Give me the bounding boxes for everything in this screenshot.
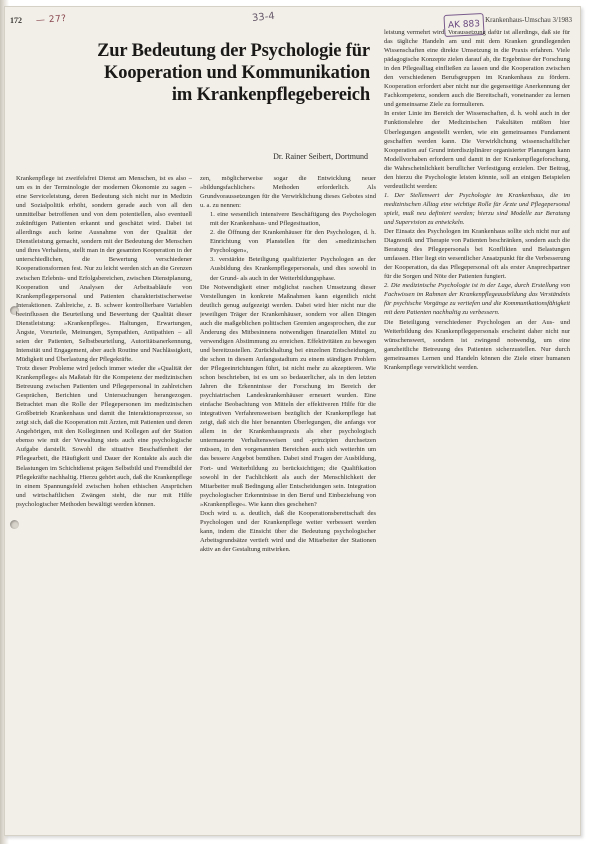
numbered-list: [200, 210, 376, 282]
handwritten-note: — 27?: [35, 13, 67, 27]
paragraph: Der Einsatz des Psychologen im Krankenhaus sollte sich nicht nur auf Diagnostik und Therapie von Patienten beschränken, sondern auch die Beratung des Pflegepersonals bei Konflikten und Belastungen umfassen. Hier liegt ein wesentlicher Ansatzpunkt für die Verbesserung der Kooperation, da das Pflegepersonal oft als erster Ansprechpartner für die Sorgen und Nöte der Patienten fungiert.: [384, 228, 570, 281]
title-line-1: Zur Bedeutung der Psychologie für: [97, 41, 370, 61]
list-item: 3. verstärkte Beteiligung qualifizierter Psychologen an der Ausbildung des Krankenpflegepersonals, und dies sowohl in der Grund- als auch in der Weiterbildungsphase.: [210, 256, 376, 282]
list-item: 2. die Öffnung der Krankenhäuser für den Psychologen, d. h. Einrichtung von Planstellen für den »medizinischen Psychologen«,: [210, 229, 376, 255]
page-header: [10, 10, 572, 28]
text-column-2: [200, 174, 376, 834]
journal-info: Krankenhaus-Umschau 3/1983: [485, 16, 572, 24]
paragraph-italic: 1. Der Stellenwert der Psychologie im Krankenhaus, die im medizinischen Alltag eine wichtige Rolle für Ärzte und Pflegepersonal spielt, muß neu definiert werden; hierzu sind Modelle zur Beratung und Supervision zu entwickeln.: [384, 191, 570, 226]
paragraph: Trotz dieser Probleme wird jedoch immer wieder die »Qualität der Krankenpflege« als Maßstab für die Kompetenz der medizinischen Betreuung zwischen Patienten und Pflegepersonal in zahlreichen Gesprächen, Berichten und Untersuchungen herangezogen. Betrachtet man die Rolle der Pflegepersonen im medizinischen Großbetrieb Krankenhaus und damit die Interaktionsprozesse, so zeigt sich, daß die Kooperation mit Ärzten, mit Patienten und deren Angehörigen, mit den Kolleginnen und Kollegen auf der Station ebenso wie mit der Verwaltung stets auch eine psychologische Aufgabe darstellt. Sowohl die situative Beschaffenheit der Pflegearbeit, die Häufigkeit und Dauer der Kontakte als auch die Belastungen im Schichtdienst prägen Selbstbild und Fremdbild der Pflegekräfte nachhaltig. Hierzu gehört auch, daß die Krankenpflege in einem Spannungsfeld zwischen hohen ethischen Ansprüchen und wirtschaftlichen Zwängen steht, die nur mit Hilfe psychologischer Methoden bewältigt werden können.: [16, 364, 192, 508]
text-column-1: [16, 174, 192, 834]
paragraph: leistung vermehrt wird. Voraussetzung dafür ist allerdings, daß sie für das tägliche Handeln am und mit dem Kranken grundlegenden Wissenschaften eine direkte Umsetzung in die Praxis erfahren. Viele pädagogische Konzepte zielen darauf ab, die Ergebnisse der Forschung in den Pflegealltag einfließen zu lassen und die Kooperation zwischen den verschiedenen Berufsgruppen im Krankenhaus zu fördern. Kooperation erfordert aber nicht nur die gegenseitige Anerkennung der Fachkompetenz, sondern auch die Bereitschaft, voneinander zu lernen und gemeinsame Ziele zu formulieren.: [384, 29, 570, 109]
paragraph: Doch wird u. a. deutlich, daß die Kooperationsbereitschaft des Psychologen und der Krankenpflege weiter verbessert werden kann, indem die Einsicht über die Bedeutung psychologischer Arbeitsgrundsätze vertieft wird und die Mitarbeiter der Stationen aktiv an der Gestaltung mitwirken.: [200, 509, 376, 553]
list-item: 1. eine wesentlich intensivere Beschäftigung des Psychologen mit der Krankenhaus- und Pflegesituation,: [210, 211, 376, 228]
page-number: 172: [10, 16, 22, 25]
paragraph: In erster Linie im Bereich der Wissenschaften, d. h. wohl auch in der Funktionslehre der Medizinischen Fakultäten müßten hier Überlegungen angestellt werden, wie ein gemeinsames Fundament geschaffen werden kann. Die Verwirklichung wissenschaftlicher Kooperation auf Grund interdisziplinärer organisierter Planungen kann Modellvorhaben erfordern und damit in der Krankenpflegeforschung, die Wahrscheinlichkeit beruflicher Verfestigung erzielen. Der Beitrag, den hierzu die Psychologie leisten könnte, soll an einigen Beispielen verdeutlicht werden:: [384, 110, 570, 190]
title-line-3: im Krankenpflegebereich: [171, 85, 370, 105]
author-line: Dr. Rainer Seibert, Dortmund: [273, 152, 368, 161]
paragraph: zen, möglicherweise sogar die Entwicklung neuer »bildungsfachlicher« Methoden erforderlich. Als Grundvoraussetzungen für die Verwirklichung dieses Gebotes sind u. a. zu nennen:: [200, 175, 376, 210]
archive-stamp: AK 883: [443, 13, 484, 37]
handwritten-mark: 33-4: [251, 10, 276, 25]
paragraph: Krankenpflege ist zweifelsfrei Dienst am Menschen, ist es also – um es in der Terminologie der modernen Ökonomie zu sagen – eine Serviceleistung, deren Bedeutung sich nicht nur in Medizin und Sozialpolitik erhöht, sondern gerade auch von all den unmittelbar betroffenen und von dem potentiellen, also eventuell zukünftigen Patienten erkannt und geschätzt wird. Dabei ist allerdings auch keine Ausnahme von der Qualität der Dienstleistung gemacht, sondern mit der Bedeutung der Menschen und ihres Verhaltens, stellt man in der gesamten Kooperation in der unterschiedlichen, die Bewertung verschiedener Kooperationsformen fest. Nur zu leicht werden sich an die Grenzen zwischen Erlebnis- und Erfolgsbereichen, zwischen Dienstplanung, Kooperation und Analysen der Arbeitsabläufe von Krankenpflegepersonal und Patienten charakteristischerweise Interaktionen. Zahlreiche, z. B. schwer kontrollierbare Variablen beeinflussen die Beurteilung und Bewertung der Qualität dieser Dienstleistung: »Krankenpflege«. Haltungen, Erwartungen, Ängste, Vorurteile, Meinungen, Sympathien, Antipathien – all seien der Patienten, Selbstbeurteilung, Autoritätsanerkennung, Intensität und Engagement, aber auch Routine und Nachlässigkeit, Müdigkeit und Überlastung der Pflegekräfte.: [16, 175, 192, 363]
document-page: [4, 6, 581, 836]
paragraph: Die Notwendigkeit einer möglichst raschen Umsetzung dieser Vorstellungen in konkrete Maßnahmen kann eigentlich nicht deutlich genug aufgezeigt werden. Dabei wird hier nicht nur die jeweiligen Träger der Krankenhäuser, sondern vor allen Dingen auch die maßgeblichen politischen Gremien angesprochen, die zur Änderung des Mitbesinnens notwendigen finanziellen Mittel zu verwendigen Abstimmung zu erreichen. Effektivitäten zu bewegen und bereitzustellen. Zurückhaltung bei einzelnen Entscheidungen, die schon in diesem Anfangsstadium zu einem ständigen Problem der Pflegeeinrichtungen führt, ist nicht mehr zu akzeptieren. Wie schon beschrieben, ist es um so bedauerlicher, als in den letzten Jahren die Erkenntnisse der Forschung im Bereich der psychiatrischen Landeskrankenhäuser erneuert wurden. Eine einfache Beobachtung von Mitteln der effektiveren Hilfe für die integrativen Verfahrensweisen bezüglich der Krankenpflege hat zeigt, daß sich die hier benannten Überlegungen, die anfangs vor allem in der Krankenhauspraxis als eher psychologisch untermauerte Verhaltensweisen und -prinzipien durchsetzen müssen, in den vorgenannten Bereichen auch sich weiterhin um das bessere Angebot bemühen. Dabei sind Fragen der Ausbildung, Fort- und Weiterbildung zu berücksichtigen; die Qualifikation sowohl in der Fachlichkeit als auch der Menschlichkeit der Mitarbeiter muß Bedingung aller Entscheidungen sein. Integration psychologischer Erkenntnisse in den Beruf und Einbeziehung von »Krankenpflege«. Wie kann dies geschehen?: [200, 283, 376, 508]
paragraph: Die Beteiligung verschiedener Psychologen an der Aus- und Weiterbildung des Krankenpflegepersonals erscheint daher nicht nur wünschenswert, sondern ist zwingend notwendig, um eine ganzheitliche Betreuung des Patienten sicherzustellen. Nur durch gemeinsames Lernen und Handeln können die Ziele einer humanen Krankenpflege verwirklicht werden.: [384, 318, 570, 371]
title-line-2: Kooperation und Kommunikation: [103, 63, 370, 83]
paragraph-italic: 2. Die medizinische Psychologie ist in der Lage, durch Erstellung von Fachwissen im Rahmen der Krankenpflegeausbildung das Verständnis für psychische Vorgänge zu vertiefen und die Kommunikationsfähigkeit mit dem Patienten nachhaltig zu verbessern.: [384, 282, 570, 317]
text-column-3: [384, 28, 570, 834]
article-title: [14, 40, 370, 106]
